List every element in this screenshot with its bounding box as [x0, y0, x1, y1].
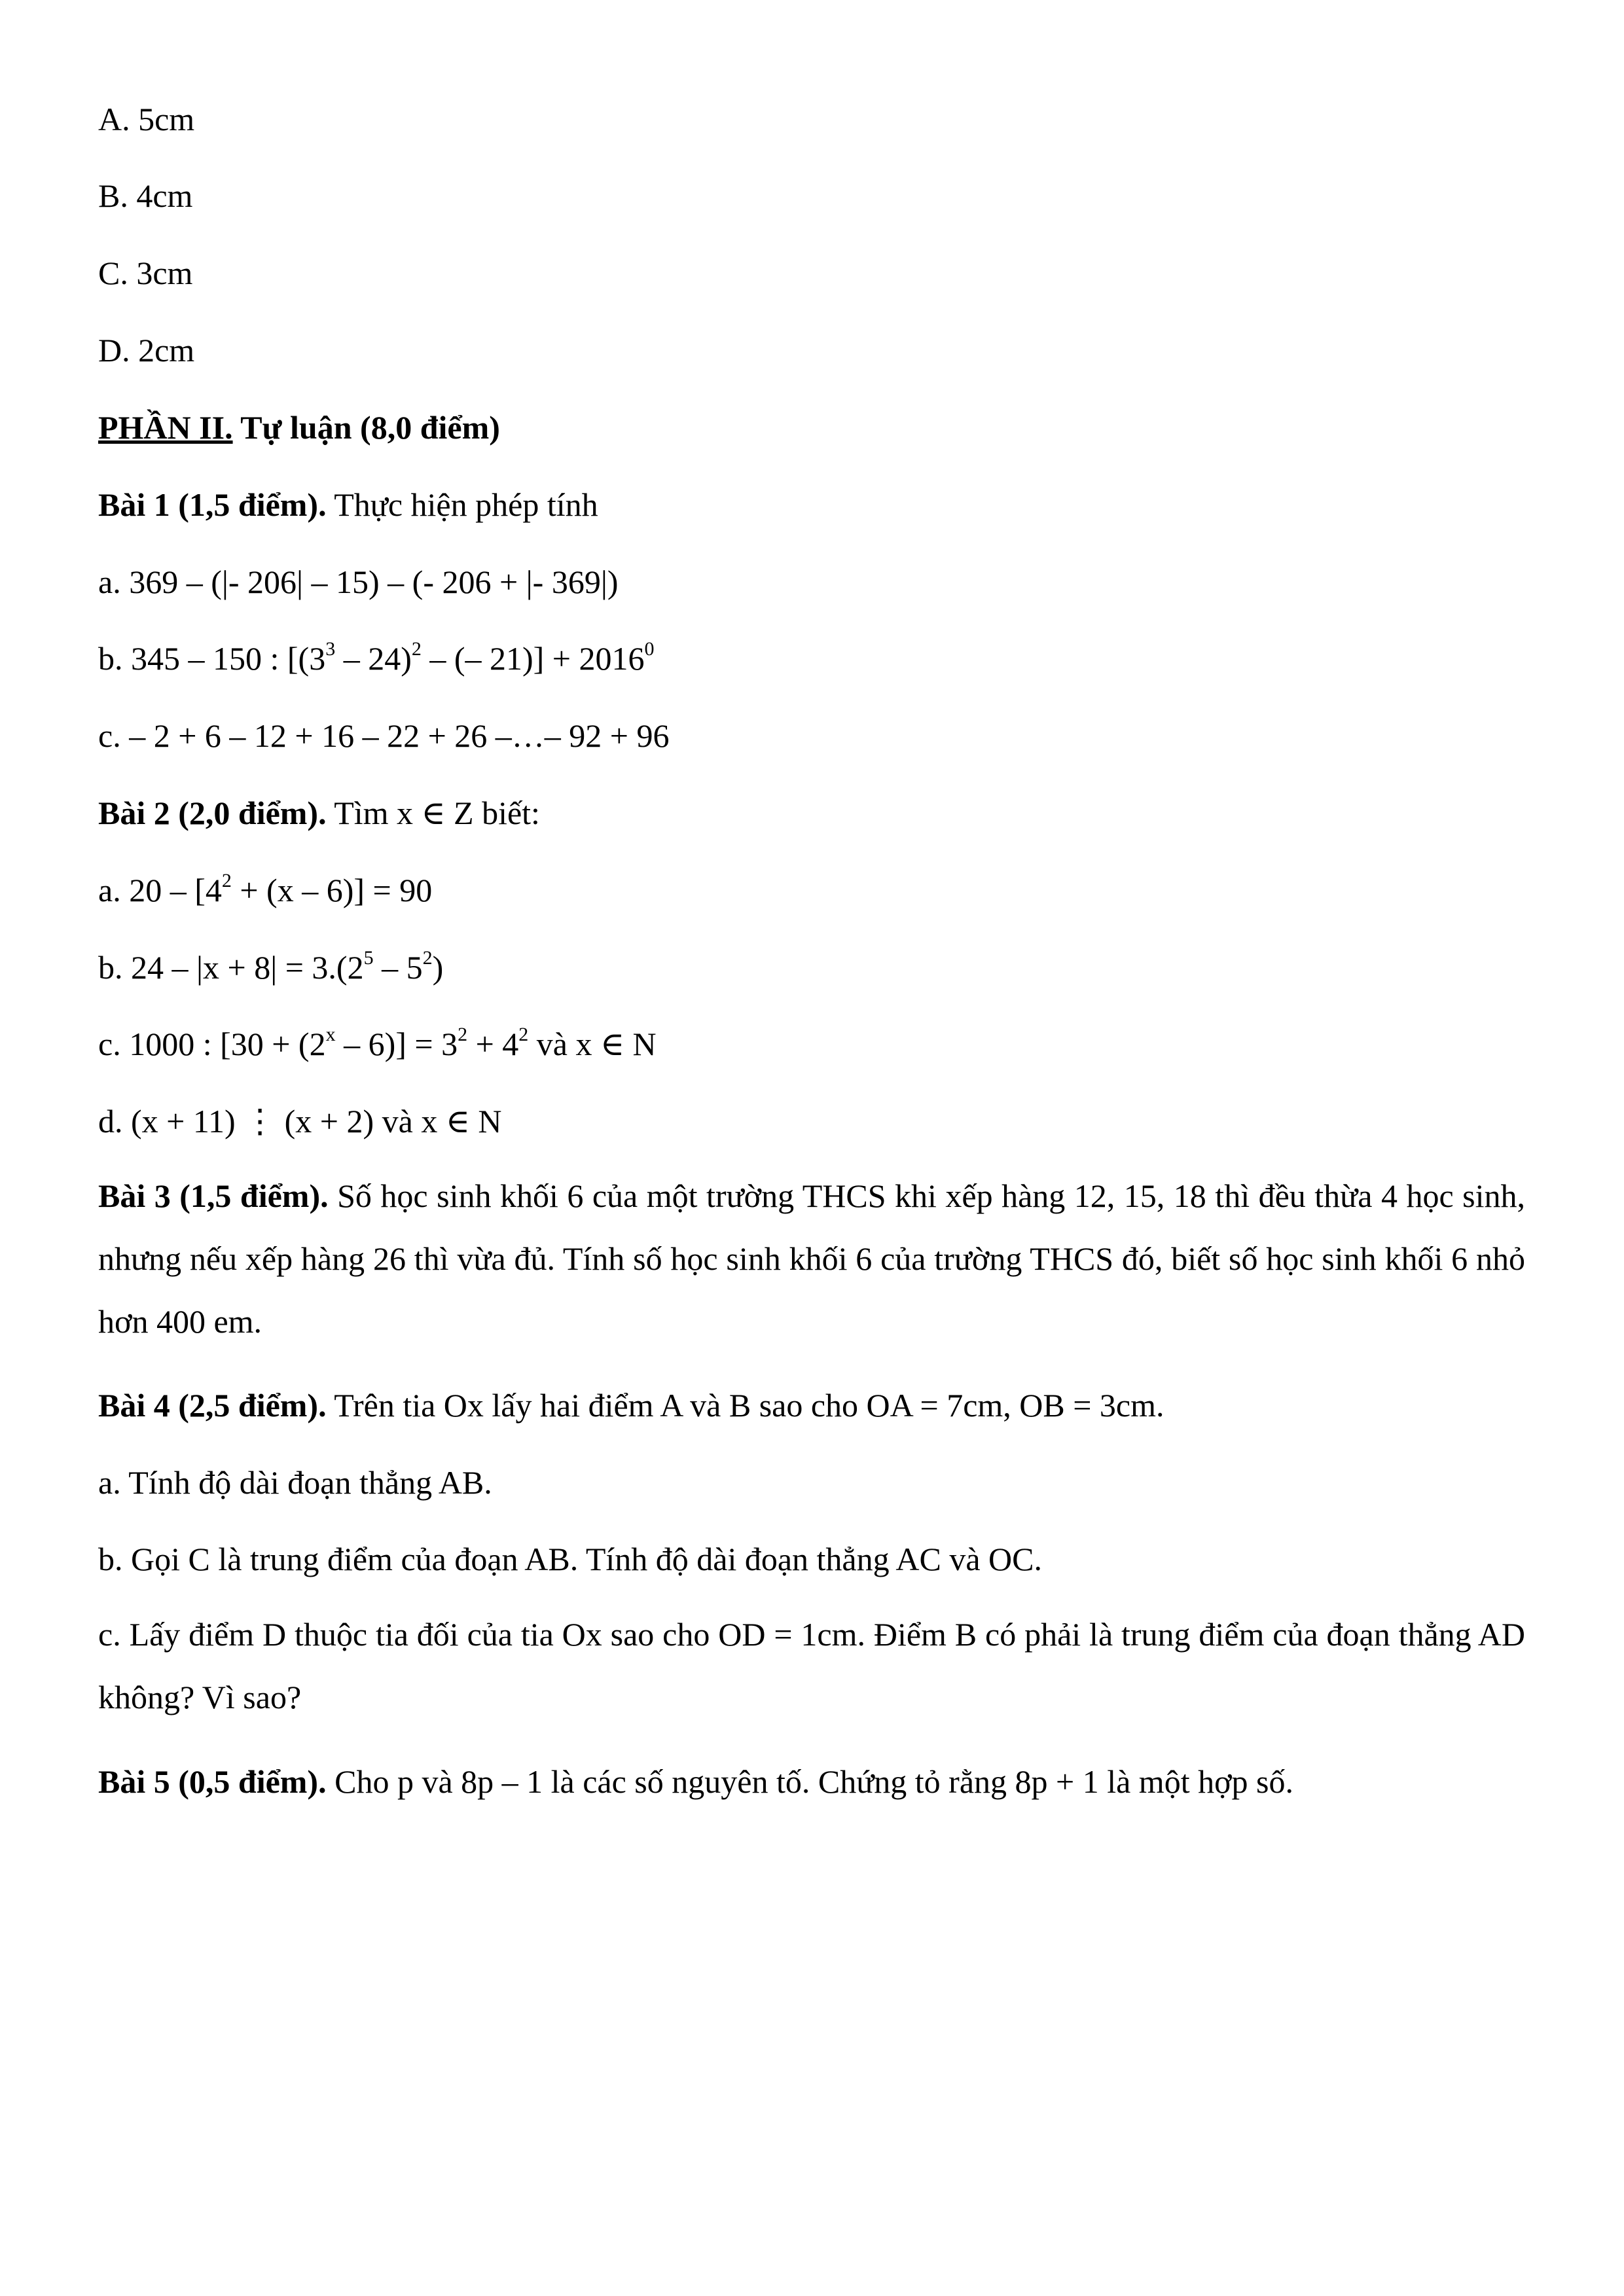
choice-text: 2cm	[138, 332, 195, 368]
bai2-c	[98, 1024, 657, 1064]
choice-letter: D.	[98, 332, 130, 368]
expr-part: – 6)] = 3	[335, 1026, 458, 1062]
expr-part: a. 20 – [4	[98, 872, 222, 908]
bai1-heading-line	[98, 485, 598, 524]
exponent: 3	[325, 638, 336, 660]
choice-a	[98, 99, 194, 139]
bai4-heading-line	[98, 1386, 1164, 1425]
bai1-c-text: c. – 2 + 6 – 12 + 16 – 22 + 26 –…– 92 + 96	[98, 717, 670, 754]
bai1-a-text: a. 369 – (|- 206| – 15) – (- 206 + |- 369|)	[98, 564, 619, 600]
bai2-prompt: Tìm x ∈ Z biết:	[334, 795, 540, 831]
choice-letter: C.	[98, 255, 128, 291]
bai4-heading: Bài 4 (2,5 điểm).	[98, 1387, 327, 1424]
part2-heading	[98, 408, 500, 447]
bai3-heading: Bài 3 (1,5 điểm).	[98, 1177, 329, 1214]
expr-part: – 24)	[335, 640, 412, 677]
exponent: 0	[644, 638, 655, 660]
bai5-text: Cho p và 8p – 1 là các số nguyên tố. Chứng tỏ rằng 8p + 1 là một hợp số.	[334, 1763, 1293, 1800]
choice-letter: B.	[98, 177, 128, 214]
bai2-b	[98, 948, 443, 987]
bai1-c	[98, 716, 670, 755]
bai4-c-text: c. Lấy điểm D thuộc tia đối của tia Ox sao cho OD = 1cm. Điểm B có phải là trung điểm của đoạn thẳng AD không? Vì sao?	[98, 1616, 1525, 1715]
bai1-heading: Bài 1 (1,5 điểm).	[98, 486, 327, 523]
bai4-a	[98, 1463, 492, 1502]
expr-part: b. 24 – |x + 8| = 3.(2	[98, 949, 364, 986]
exponent: 2	[458, 1024, 468, 1045]
choice-text: 3cm	[136, 255, 193, 291]
bai2-d-text: d. (x + 11) ⋮ (x + 2) và x ∈ N	[98, 1103, 502, 1139]
bai1-prompt: Thực hiện phép tính	[334, 486, 598, 523]
bai4-b	[98, 1539, 1042, 1579]
exponent: 2	[422, 947, 433, 969]
choice-text: 5cm	[138, 101, 195, 137]
exponent: 2	[411, 638, 422, 660]
exam-page	[98, 0, 1525, 2296]
choice-d	[98, 331, 194, 370]
bai4-b-text: b. Gọi C là trung điểm của đoạn AB. Tính độ dài đoạn thẳng AC và OC.	[98, 1541, 1042, 1577]
expr-part: b. 345 – 150 : [(3	[98, 640, 326, 677]
part2-title: Tự luận (8,0 điểm)	[240, 409, 500, 446]
bai4-c	[98, 1603, 1525, 1729]
expr-part: )	[432, 949, 444, 986]
choice-letter: A.	[98, 101, 130, 137]
expr-part: – 5	[373, 949, 423, 986]
exponent: 2	[518, 1024, 529, 1045]
bai5-heading: Bài 5 (0,5 điểm).	[98, 1763, 327, 1800]
exponent: x	[325, 1024, 336, 1045]
choice-c	[98, 253, 192, 293]
bai2-d	[98, 1102, 501, 1141]
choice-text: 4cm	[136, 177, 193, 214]
bai1-b	[98, 639, 655, 678]
bai1-a	[98, 562, 618, 601]
expr-part: và x ∈ N	[528, 1026, 657, 1062]
expr-part: – (– 21)] + 2016	[421, 640, 645, 677]
bai4-prompt: Trên tia Ox lấy hai điểm A và B sao cho OA = 7cm, OB = 3cm.	[334, 1387, 1164, 1424]
bai4-a-text: a. Tính độ dài đoạn thẳng AB.	[98, 1464, 492, 1501]
exponent: 5	[363, 947, 374, 969]
choice-b	[98, 176, 192, 215]
expr-part: + 4	[467, 1026, 519, 1062]
exponent: 2	[221, 870, 232, 891]
bai2-a	[98, 870, 432, 910]
part2-label: PHẦN II.	[98, 409, 233, 446]
bai2-heading: Bài 2 (2,0 điểm).	[98, 795, 327, 831]
expr-part: + (x – 6)] = 90	[231, 872, 433, 908]
expr-part: c. 1000 : [30 + (2	[98, 1026, 326, 1062]
bai3-text: Số học sinh khối 6 của một trường THCS khi xếp hàng 12, 15, 18 thì đều thừa 4 học sinh, nhưng nếu xếp hàng 26 thì vừa đủ. Tính số học sinh khối 6 của trường THCS đó, biết số học sinh khối 6 nhỏ hơn 400 em.	[98, 1177, 1526, 1340]
bai2-heading-line	[98, 793, 540, 833]
bai3-paragraph	[98, 1164, 1525, 1353]
bai5-line	[98, 1762, 1293, 1801]
